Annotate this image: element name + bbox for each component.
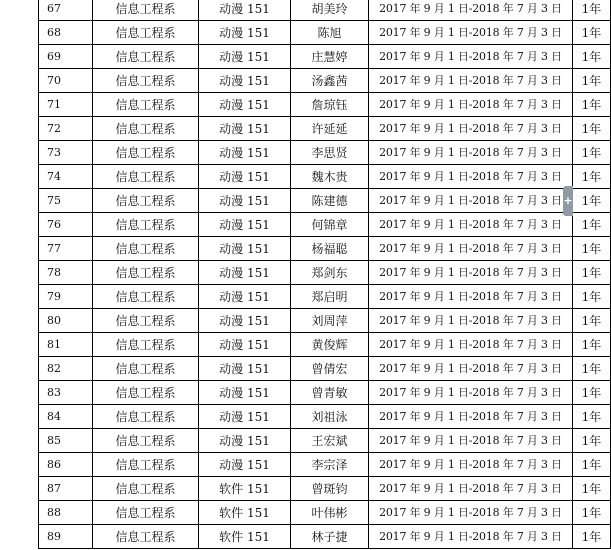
row-number: 77 bbox=[39, 237, 93, 261]
department-cell: 信息工程系 bbox=[93, 309, 199, 333]
table-row bbox=[39, 237, 611, 261]
duration-cell: 1年 bbox=[573, 381, 611, 405]
class-cell: 动漫 151 bbox=[199, 69, 291, 93]
student-name-cell: 郑启明 bbox=[291, 285, 369, 309]
student-name-cell: 杨福聪 bbox=[291, 237, 369, 261]
student-name-cell: 许延延 bbox=[291, 117, 369, 141]
department-cell: 信息工程系 bbox=[93, 165, 199, 189]
student-name-cell: 汤鑫茜 bbox=[291, 69, 369, 93]
department-cell: 信息工程系 bbox=[93, 525, 199, 549]
period-cell: 2017 年 9 月 1 日-2018 年 7 月 3 日 bbox=[369, 21, 573, 45]
row-number: 79 bbox=[39, 285, 93, 309]
row-number: 89 bbox=[39, 525, 93, 549]
period-cell: 2017 年 9 月 1 日-2018 年 7 月 3 日 bbox=[369, 69, 573, 93]
student-name-cell: 魏木贵 bbox=[291, 165, 369, 189]
duration-cell: 1年 bbox=[573, 405, 611, 429]
duration-cell: 1年 bbox=[573, 117, 611, 141]
department-cell: 信息工程系 bbox=[93, 477, 199, 501]
row-number: 83 bbox=[39, 381, 93, 405]
duration-cell: 1年 bbox=[573, 69, 611, 93]
table-row bbox=[39, 21, 611, 45]
class-cell: 动漫 151 bbox=[199, 453, 291, 477]
period-cell: 2017 年 9 月 1 日-2018 年 7 月 3 日 bbox=[369, 501, 573, 525]
row-number: 75 bbox=[39, 189, 93, 213]
department-cell: 信息工程系 bbox=[93, 21, 199, 45]
department-cell: 信息工程系 bbox=[93, 453, 199, 477]
period-cell: 2017 年 9 月 1 日-2018 年 7 月 3 日 bbox=[369, 93, 573, 117]
class-cell: 动漫 151 bbox=[199, 189, 291, 213]
row-number: 88 bbox=[39, 501, 93, 525]
row-number: 69 bbox=[39, 45, 93, 69]
row-number: 73 bbox=[39, 141, 93, 165]
period-cell: 2017 年 9 月 1 日-2018 年 7 月 3 日 bbox=[369, 525, 573, 549]
table-row bbox=[39, 0, 611, 21]
table-body bbox=[39, 0, 611, 549]
class-cell: 动漫 151 bbox=[199, 0, 291, 21]
plus-icon: + bbox=[563, 194, 573, 207]
duration-cell: 1年 bbox=[573, 21, 611, 45]
table-row bbox=[39, 453, 611, 477]
duration-cell: 1年 bbox=[573, 165, 611, 189]
class-cell: 动漫 151 bbox=[199, 429, 291, 453]
period-cell: 2017 年 9 月 1 日-2018 年 7 月 3 日 bbox=[369, 141, 573, 165]
student-name-cell: 胡美玲 bbox=[291, 0, 369, 21]
table-row bbox=[39, 429, 611, 453]
period-cell: 2017 年 9 月 1 日-2018 年 7 月 3 日 bbox=[369, 429, 573, 453]
student-name-cell: 李宗泽 bbox=[291, 453, 369, 477]
student-name-cell: 曾斑钧 bbox=[291, 477, 369, 501]
student-name-cell: 陈建德 bbox=[291, 189, 369, 213]
duration-cell: 1年 bbox=[573, 309, 611, 333]
row-number: 78 bbox=[39, 261, 93, 285]
table-row bbox=[39, 381, 611, 405]
row-number: 80 bbox=[39, 309, 93, 333]
student-table bbox=[38, 0, 611, 549]
student-name-cell: 黄俊辉 bbox=[291, 333, 369, 357]
department-cell: 信息工程系 bbox=[93, 261, 199, 285]
class-cell: 软件 151 bbox=[199, 525, 291, 549]
period-cell: 2017 年 9 月 1 日-2018 年 7 月 3 日 bbox=[369, 261, 573, 285]
table-row bbox=[39, 477, 611, 501]
department-cell: 信息工程系 bbox=[93, 501, 199, 525]
period-cell: 2017 年 9 月 1 日-2018 年 7 月 3 日 bbox=[369, 381, 573, 405]
department-cell: 信息工程系 bbox=[93, 429, 199, 453]
class-cell: 动漫 151 bbox=[199, 333, 291, 357]
department-cell: 信息工程系 bbox=[93, 45, 199, 69]
duration-cell: 1年 bbox=[573, 333, 611, 357]
duration-cell: 1年 bbox=[573, 189, 611, 213]
period-cell: 2017 年 9 月 1 日-2018 年 7 月 3 日 bbox=[369, 0, 573, 21]
student-name-cell: 庄慧婷 bbox=[291, 45, 369, 69]
student-name-cell: 叶伟彬 bbox=[291, 501, 369, 525]
department-cell: 信息工程系 bbox=[93, 405, 199, 429]
row-number: 87 bbox=[39, 477, 93, 501]
class-cell: 动漫 151 bbox=[199, 261, 291, 285]
row-number: 70 bbox=[39, 69, 93, 93]
row-number: 82 bbox=[39, 357, 93, 381]
table-row bbox=[39, 261, 611, 285]
table-row bbox=[39, 309, 611, 333]
table-row bbox=[39, 165, 611, 189]
class-cell: 软件 151 bbox=[199, 501, 291, 525]
duration-cell: 1年 bbox=[573, 93, 611, 117]
row-number: 76 bbox=[39, 213, 93, 237]
period-cell: 2017 年 9 月 1 日-2018 年 7 月 3 日 bbox=[369, 333, 573, 357]
duration-cell: 1年 bbox=[573, 357, 611, 381]
class-cell: 动漫 151 bbox=[199, 381, 291, 405]
table-row bbox=[39, 333, 611, 357]
period-cell: 2017 年 9 月 1 日-2018 年 7 月 3 日 bbox=[369, 285, 573, 309]
table-row bbox=[39, 69, 611, 93]
student-name-cell: 曾倩宏 bbox=[291, 357, 369, 381]
student-name-cell: 李思贤 bbox=[291, 141, 369, 165]
duration-cell: 1年 bbox=[573, 477, 611, 501]
student-name-cell: 詹琼钰 bbox=[291, 93, 369, 117]
period-cell: 2017 年 9 月 1 日-2018 年 7 月 3 日 bbox=[369, 117, 573, 141]
class-cell: 软件 151 bbox=[199, 477, 291, 501]
department-cell: 信息工程系 bbox=[93, 357, 199, 381]
class-cell: 动漫 151 bbox=[199, 21, 291, 45]
table-row bbox=[39, 117, 611, 141]
duration-cell: 1年 bbox=[573, 501, 611, 525]
student-name-cell: 王宏斌 bbox=[291, 429, 369, 453]
period-cell: 2017 年 9 月 1 日-2018 年 7 月 3 日 bbox=[369, 237, 573, 261]
student-name-cell: 刘周萍 bbox=[291, 309, 369, 333]
duration-cell: 1年 bbox=[573, 141, 611, 165]
row-number: 84 bbox=[39, 405, 93, 429]
row-number: 85 bbox=[39, 429, 93, 453]
row-number: 72 bbox=[39, 117, 93, 141]
table-row bbox=[39, 285, 611, 309]
period-cell: 2017 年 9 月 1 日-2018 年 7 月 3 日 bbox=[369, 405, 573, 429]
duration-cell: 1年 bbox=[573, 45, 611, 69]
class-cell: 动漫 151 bbox=[199, 117, 291, 141]
table-row bbox=[39, 141, 611, 165]
duration-cell: 1年 bbox=[573, 237, 611, 261]
period-cell: 2017 年 9 月 1 日-2018 年 7 月 3 日 bbox=[369, 477, 573, 501]
period-cell: 2017 年 9 月 1 日-2018 年 7 月 3 日 bbox=[369, 189, 573, 213]
table-row bbox=[39, 405, 611, 429]
table-row bbox=[39, 189, 611, 213]
student-name-cell: 郑剑东 bbox=[291, 261, 369, 285]
department-cell: 信息工程系 bbox=[93, 117, 199, 141]
student-name-cell: 何锦章 bbox=[291, 213, 369, 237]
student-name-cell: 陈旭 bbox=[291, 21, 369, 45]
class-cell: 动漫 151 bbox=[199, 141, 291, 165]
duration-cell: 1年 bbox=[573, 261, 611, 285]
period-cell: 2017 年 9 月 1 日-2018 年 7 月 3 日 bbox=[369, 45, 573, 69]
table-row bbox=[39, 45, 611, 69]
student-name-cell: 林子捷 bbox=[291, 525, 369, 549]
table-row bbox=[39, 525, 611, 549]
duration-cell: 1年 bbox=[573, 213, 611, 237]
class-cell: 动漫 151 bbox=[199, 357, 291, 381]
row-number: 67 bbox=[39, 0, 93, 21]
duration-cell: 1年 bbox=[573, 285, 611, 309]
table-row bbox=[39, 93, 611, 117]
student-name-cell: 曾青敏 bbox=[291, 381, 369, 405]
department-cell: 信息工程系 bbox=[93, 69, 199, 93]
department-cell: 信息工程系 bbox=[93, 213, 199, 237]
class-cell: 动漫 151 bbox=[199, 213, 291, 237]
period-cell: 2017 年 9 月 1 日-2018 年 7 月 3 日 bbox=[369, 213, 573, 237]
row-number: 74 bbox=[39, 165, 93, 189]
table-row bbox=[39, 213, 611, 237]
class-cell: 动漫 151 bbox=[199, 45, 291, 69]
duration-cell: 1年 bbox=[573, 429, 611, 453]
period-cell: 2017 年 9 月 1 日-2018 年 7 月 3 日 bbox=[369, 165, 573, 189]
duration-cell: 1年 bbox=[573, 525, 611, 549]
row-number: 86 bbox=[39, 453, 93, 477]
row-number: 68 bbox=[39, 21, 93, 45]
student-name-cell: 刘祖泳 bbox=[291, 405, 369, 429]
period-cell: 2017 年 9 月 1 日-2018 年 7 月 3 日 bbox=[369, 357, 573, 381]
department-cell: 信息工程系 bbox=[93, 189, 199, 213]
department-cell: 信息工程系 bbox=[93, 141, 199, 165]
department-cell: 信息工程系 bbox=[93, 285, 199, 309]
period-cell: 2017 年 9 月 1 日-2018 年 7 月 3 日 bbox=[369, 309, 573, 333]
table-row bbox=[39, 357, 611, 381]
row-number: 71 bbox=[39, 93, 93, 117]
side-expand-tab[interactable] bbox=[563, 186, 573, 216]
department-cell: 信息工程系 bbox=[93, 0, 199, 21]
department-cell: 信息工程系 bbox=[93, 237, 199, 261]
class-cell: 动漫 151 bbox=[199, 285, 291, 309]
duration-cell: 1年 bbox=[573, 453, 611, 477]
department-cell: 信息工程系 bbox=[93, 333, 199, 357]
class-cell: 动漫 151 bbox=[199, 309, 291, 333]
duration-cell: 1年 bbox=[573, 0, 611, 21]
row-number: 81 bbox=[39, 333, 93, 357]
department-cell: 信息工程系 bbox=[93, 93, 199, 117]
period-cell: 2017 年 9 月 1 日-2018 年 7 月 3 日 bbox=[369, 453, 573, 477]
class-cell: 动漫 151 bbox=[199, 93, 291, 117]
table-row bbox=[39, 501, 611, 525]
class-cell: 动漫 151 bbox=[199, 237, 291, 261]
class-cell: 动漫 151 bbox=[199, 165, 291, 189]
department-cell: 信息工程系 bbox=[93, 381, 199, 405]
class-cell: 动漫 151 bbox=[199, 405, 291, 429]
